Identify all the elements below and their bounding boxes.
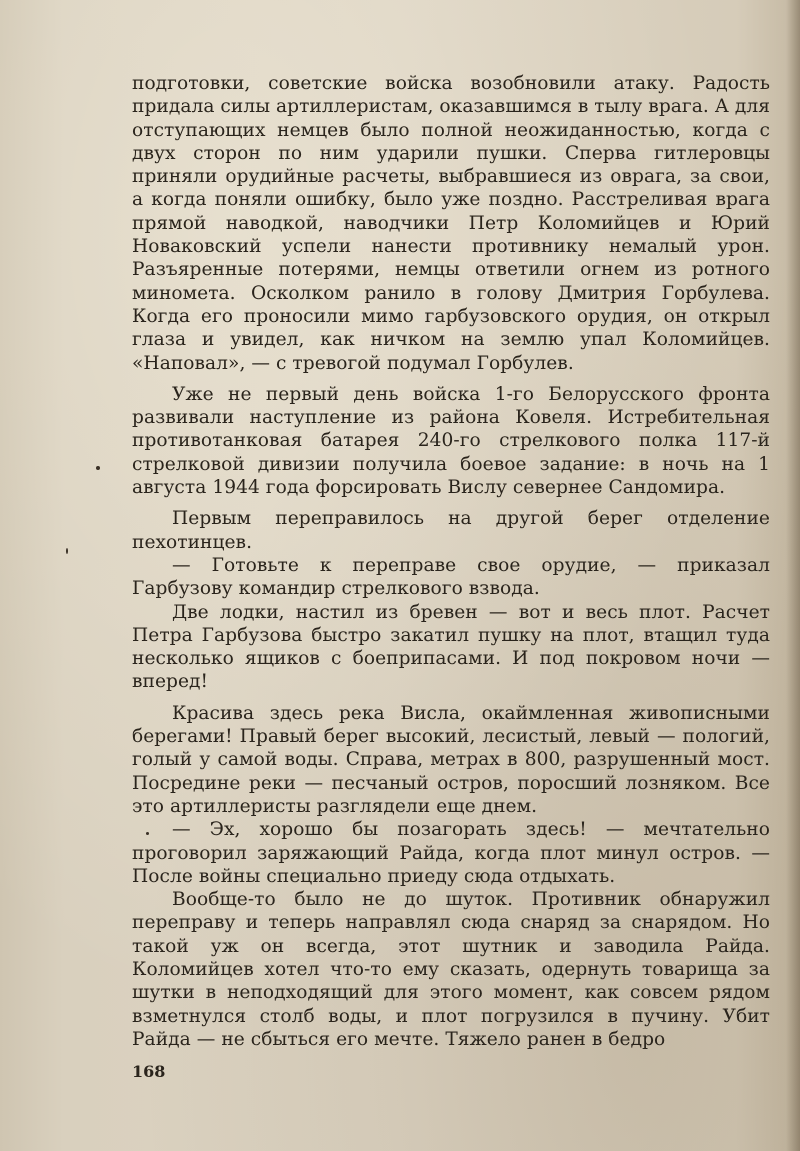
paragraph: Красива здесь река Висла, окаймленная живописными берегами! Правый берег высокий, лесистый, левый — пологий, голый у самой воды. Справа, метрах в 800, разрушенный мост. Посредине реки — песчаный остров, поросший лозняком. Все это артиллеристы разглядели еще днем. [132, 702, 770, 817]
paper-speck [146, 832, 149, 835]
paper-speck [96, 466, 100, 470]
paragraph: подготовки, советские войска возобновили атаку. Радость придала силы артиллеристам, оказавшимся в тылу врага. А для отступающих немцев было полной неожиданностью, когда с двух сторон по ним ударили пушки. Сперва гитлеровцы приняли орудийные расчеты, выбравшиеся из оврага, за свои, а когда поняли ошибку, было уже поздно. Расстреливая врага прямой наводкой, наводчики Петр Коломийцев и Юрий Новаковский успели нанести противнику немалый урон. Разъяренные потерями, немцы ответили огнем из ротного миномета. Осколком ранило в голову Дмитрия Горбулева. Когда его проносили мимо гарбузовского орудия, он открыл глаза и увидел, как ничком на землю упал Коломийцев. «Наповал», — с тревогой подумал Горбулев. [132, 73, 770, 374]
paper-speck [66, 548, 68, 554]
paragraph: — Готовьте к переправе свое орудие, — приказал Гарбузову командир стрелкового взвода. [132, 554, 770, 600]
paragraph: Две лодки, настил из бревен — вот и весь плот. Расчет Петра Гарбузова быстро закатил пушку на плот, втащил туда несколько ящиков с боеприпасами. И под покровом ночи — вперед! [132, 601, 770, 693]
page-edge-shadow [786, 0, 800, 1151]
paragraph: — Эх, хорошо бы позагорать здесь! — мечтательно проговорил заряжающий Райда, когда плот минул остров. — После войны специально приеду сюда отдыхать. [132, 819, 770, 887]
paragraph: Первым переправилось на другой берег отделение пехотинцев. [132, 508, 770, 553]
body-text [132, 72, 770, 1051]
paragraph: Уже не первый день войска 1-го Белорусского фронта развивали наступление из района Ковеля. Истребительная противотанковая батарея 240-го стрелкового полка 117-й стрелковой дивизии получила боевое задание: в ночь на 1 августа 1944 года форсировать Вислу севернее Сандомира. [132, 383, 770, 499]
page-number: 168 [132, 1062, 166, 1081]
paragraph: Вообще-то было не до шуток. Противник обнаружил переправу и теперь направлял сюда снаряд за снарядом. Но такой уж он всегда, этот шутник и заводила Райда. Коломийцев хотел что-то ему сказать, одернуть товарища за шутки в неподходящий для этого момент, как совсем рядом взметнулся столб воды, и плот погрузился в пучину. Убит Райда — не сбыться его мечте. Тяжело ранен в бедро [132, 889, 770, 1050]
